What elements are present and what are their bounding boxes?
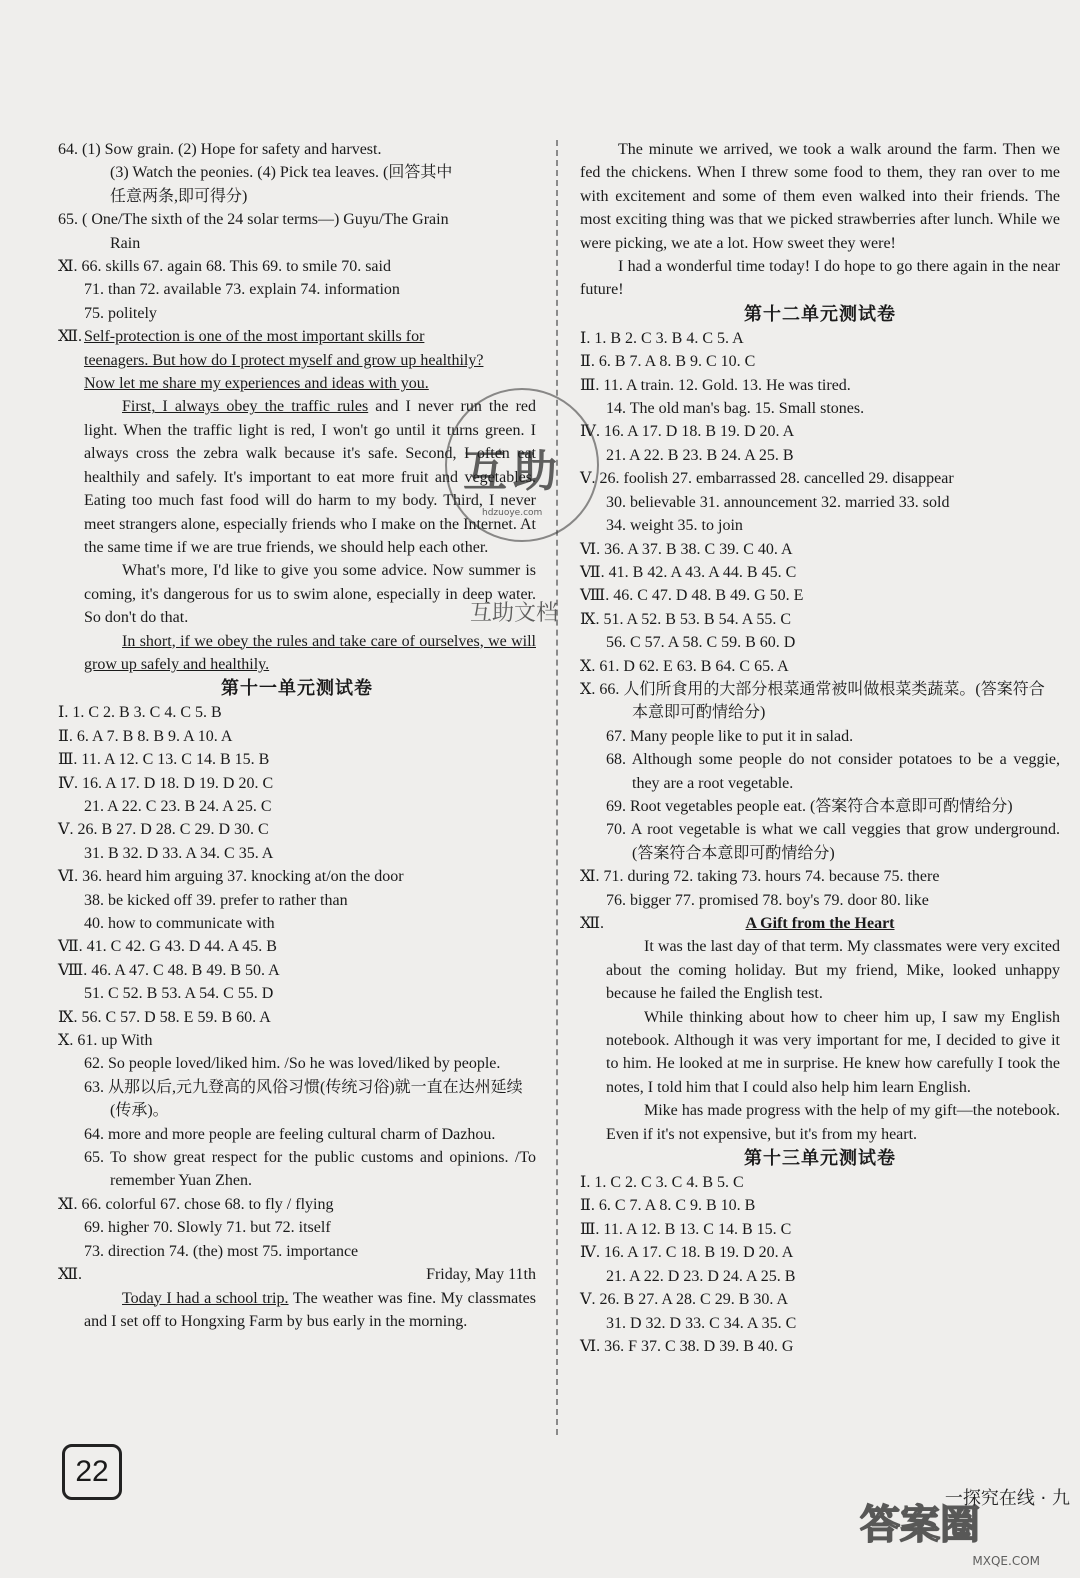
section-xii-b [58,1263,536,1286]
section-xii-b-num: Ⅻ. [58,1266,83,1284]
gift-paragraph-2: While thinking about how to cheer him up, I saw my English notebook. Although it was very important for me, I decided to give it to him. He looked at me in surprise. He knew how carefully I took the notes, I told him that I could also help him learn English. [606,1008,1060,1096]
watermark-main: 互助 [463,446,563,497]
unit-12-answer-line: 30. believable 31. announcement 32. married 33. sold [606,493,950,511]
answer-64-note: 任意两条,即可得分) [110,187,248,205]
answer-69: 69. Root vegetables people eat. (答案符合本意即可酌情给分) [606,797,1013,815]
section-xii-num: Ⅻ. [58,328,83,346]
section-xi-b1: Ⅺ. 66. colorful 67. chose 68. to fly / flying [58,1195,334,1213]
section-xi: Ⅺ. 66. skills 67. again 68. This 69. to smile 70. said [58,258,391,276]
unit-12-answer-line: Ⅱ. 6. B 7. A 8. B 9. C 10. C [580,353,756,371]
gift-paragraph-1: It was the last day of that term. My classmates were very excited about the coming holiday. But my friend, Mike, looked unhappy because he failed the English test. [606,938,1060,1003]
answer-67: 67. Many people like to put it in salad. [606,727,854,745]
diary-date: Friday, May 11th [426,1266,536,1284]
essay-p1-body: and I never run the red light. When the traffic light is red, I won't go until it turns green. I always cross the zebra walk because it's safe. Second, I often eat healthily and safely. It's important to eat more fruit and vegetables. Eating too much fast food will do harm to my body. Third, I never meet strangers alone, especially friends who I make on the Internet. At the same time if we are true friends, we should help each other. [84,398,537,556]
unit-11-answer-line: Ⅷ. 46. A 47. C 48. B 49. B 50. A [58,961,280,979]
unit-11-answer-line: Ⅴ. 26. B 27. D 28. C 29. D 30. C [58,821,269,839]
section-xi-b3: 73. direction 74. (the) most 75. importance [84,1242,359,1260]
section-xi-right: Ⅺ. 71. during 72. taking 73. hours 74. because 75. there [580,868,940,886]
unit-13-answers [580,1171,1060,1358]
unit-11-answer-line: 21. A 22. C 23. B 24. A 25. C [84,797,272,815]
page-number: 22 [62,1444,122,1500]
section-xi-b2: 69. higher 70. Slowly 71. but 72. itself [84,1219,331,1237]
unit-12-heading: 第十二单元测试卷 [744,303,896,325]
diary-paragraph-1 [84,1287,536,1334]
unit-12-answer-line: Ⅰ. 1. B 2. C 3. B 4. C 5. A [580,329,744,347]
diary-paragraph-3: I had a wonderful time today! I do hope to go there again in the near future! [580,258,1060,299]
unit-13-answer-line: Ⅲ. 11. A 12. B 13. C 14. B 15. C [580,1220,792,1238]
unit-11-answer-line: 40. how to communicate with [84,915,275,932]
section-xi-right-2: 76. bigger 77. promised 78. boy's 79. door 80. like [606,891,929,909]
section-xii [58,325,536,348]
essay-paragraph-3: In short, if we obey the rules and take care of ourselves, we will grow up safely and healthily. [84,632,536,673]
unit-11-answer-line: Ⅳ. 16. A 17. D 18. D 19. D 20. C [58,774,274,792]
section-xi-3: 75. politely [84,304,157,322]
unit-12-answer-line: 56. C 57. A 58. C 59. B 60. D [606,634,796,652]
essay-title: A Gift from the Heart [745,915,895,932]
diary-paragraph-2: The minute we arrived, we took a walk around the farm. Then we fed the chickens. When I threw some food to them, they ran over to me with excitement and some of them even walked into their friends. The most exciting thing was that we picked strawberries after lunch. While we were picking, we ate a lot. How sweet they were! [580,141,1060,252]
logo-watermark-url: MXQE.COM [972,1554,1040,1568]
unit-11-answers [58,701,536,1052]
answer-64: 64. (1) Sow grain. (2) Hope for safety and harvest. [58,141,382,158]
unit-12-answers [580,327,1060,678]
essay-intro-3: Now let me share my experiences and ideas with you. [84,375,429,393]
answer-64-cont: (3) Watch the peonies. (4) Pick tea leaves. (回答其中 [110,164,453,182]
unit-12-answer-line: Ⅷ. 46. C 47. D 48. B 49. G 50. E [580,587,804,605]
unit-13-answer-line: Ⅴ. 26. B 27. A 28. C 29. B 30. A [580,1291,789,1309]
unit-13-answer-line: Ⅰ. 1. C 2. C 3. C 4. B 5. C [580,1174,744,1192]
unit-11-answer-line: Ⅱ. 6. A 7. B 8. B 9. A 10. A [58,727,233,745]
section-xii-right [580,912,1060,935]
answer-65: 65. ( One/The sixth of the 24 solar terms—) Guyu/The Grain [58,211,449,229]
unit-12-answer-line: Ⅶ. 41. B 42. A 43. A 44. B 45. C [580,563,797,581]
essay-p1-topic: First, I always obey the traffic rules [122,398,369,416]
unit-11-answer-line: 38. be kicked off 39. prefer to rather than [84,891,348,909]
unit-11-answer-line: Ⅰ. 1. C 2. B 3. C 4. C 5. B [58,704,222,722]
unit-13-answer-line: Ⅳ. 16. A 17. C 18. B 19. D 20. A [580,1244,794,1262]
unit-11-answer-line: Ⅸ. 56. C 57. D 58. E 59. B 60. A [58,1008,271,1026]
unit-12-answer-line: 14. The old man's bag. 15. Small stones. [606,400,865,418]
watermark-url: hdzuoye.com [482,508,543,518]
answer-63: 63. 从那以后,元九登高的风俗习惯(传统习俗)就一直在达州延续(传承)。 [84,1078,523,1120]
unit-11-answer-line: Ⅵ. 36. heard him arguing 37. knocking at/on the door [58,868,404,886]
unit-13-heading: 第十三单元测试卷 [744,1148,896,1170]
unit-12-answer-line: Ⅸ. 51. A 52. B 53. B 54. A 55. C [580,610,792,628]
answer-65-cont: Rain [110,234,141,252]
unit-13-answer-line: 21. A 22. D 23. D 24. A 25. B [606,1267,796,1285]
answer-70: 70. A root vegetable is what we call veggies that grow underground. (答案符合本意即可酌情给分) [606,821,1060,862]
answer-62: 62. So people loved/liked him. /So he was loved/liked by people. [84,1055,501,1073]
unit-11-heading: 第十一单元测试卷 [221,678,373,700]
unit-12-answer-line: 21. A 22. B 23. B 24. A 25. B [606,446,794,464]
unit-12-answer-line: Ⅲ. 11. A train. 12. Gold. 13. He was tired. [580,376,851,394]
unit-13-answer-line: Ⅵ. 36. F 37. C 38. D 39. B 40. G [580,1337,794,1355]
diary-p1-body: The weather was fine. My classmates and I set off to Hongxing Farm by bus early in the morning. [84,1289,537,1330]
answer-65b: 65. To show great respect for the public customs and opinions. /To remember Yuan Zhen. [84,1149,536,1190]
logo-watermark: 答案圈 [860,1502,980,1548]
unit-12-answer-line: 34. weight 35. to join [606,517,743,535]
diary-p1-topic: Today I had a school trip. [122,1289,289,1307]
right-column [580,138,1060,1358]
section-xi-2: 71. than 72. available 73. explain 74. information [84,281,400,299]
essay-intro-2: teenagers. But how do I protect myself and grow up healthily? [84,351,484,369]
gift-paragraph-3: Mike has made progress with the help of my gift—the notebook. Even if it's not expensive, but it's from my heart. [606,1102,1060,1143]
unit-11-answer-line: Ⅶ. 41. C 42. G 43. D 44. A 45. B [58,938,277,956]
left-column [58,138,536,1333]
watermark-doc: 互助文档 [470,601,559,626]
answer-66: Ⅹ. 66. 人们所食用的大部分根菜通常被叫做根菜类蔬菜。(答案符合本意即可酌情给分) [580,680,1045,722]
unit-13-answer-line: 31. D 32. D 33. C 34. A 35. C [606,1314,797,1332]
answer-64b: 64. more and more people are feeling cultural charm of Dazhou. [84,1125,496,1143]
unit-12-answer-line: Ⅵ. 36. A 37. B 38. C 39. C 40. A [580,540,793,558]
answer-68: 68. Although some people do not consider potatoes to be a veggie, they are a root vegetable. [606,751,1060,792]
unit-11-answer-line: Ⅹ. 61. up With [58,1032,153,1050]
essay-intro-1: Self-protection is one of the most important skills for [84,328,425,346]
unit-11-answer-line: 51. C 52. B 53. A 54. C 55. D [84,985,274,1003]
unit-13-answer-line: Ⅱ. 6. C 7. A 8. C 9. B 10. B [580,1197,756,1215]
unit-11-answer-line: Ⅲ. 11. A 12. C 13. C 14. B 15. B [58,751,270,769]
unit-11-answer-line: 31. B 32. D 33. A 34. C 35. A [84,844,274,862]
footer-text: 一探究在线 · 九 [944,1488,1070,1509]
column-divider [556,140,558,1435]
unit-12-answer-line: Ⅳ. 16. A 17. D 18. B 19. D 20. A [580,423,795,441]
essay-paragraph-2: What's more, I'd like to give you some advice. Now summer is coming, it's dangerous for us to swim alone, especially in deep water. So don't do that. [84,562,536,627]
unit-12-answer-line: Ⅹ. 61. D 62. E 63. B 64. C 65. A [580,657,789,675]
section-xii-right-num: Ⅻ. [580,915,605,932]
unit-12-answer-line: Ⅴ. 26. foolish 27. embarrassed 28. cancelled 29. disappear [580,470,954,488]
